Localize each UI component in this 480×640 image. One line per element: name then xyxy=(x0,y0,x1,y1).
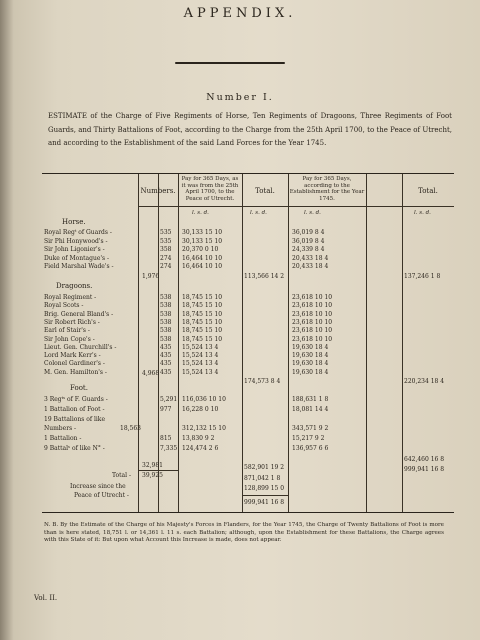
row-pay-1700: 18,745 15 10 xyxy=(182,318,223,326)
estimate-title: ESTIMATE of the Charge of Five Regiments of Horse, Ten Regiments of Dragoons, Three Regiments of Foot Guards, and Thirty Battalions of Foot, according to the Charge from the 25th April 1700, to the Peace of Utrecht, and according to the Establishment of the said Land Forces for the Year 1745. xyxy=(48,112,452,147)
row-pay-1700: 312,132 15 10 xyxy=(182,425,226,433)
row-name: Lieut. Gen. Churchill's - xyxy=(44,343,117,351)
row-number: 535 xyxy=(160,229,172,236)
row-pay-1700: 20,370 0 10 xyxy=(182,246,219,254)
row-number: 274 xyxy=(160,263,172,271)
volume-footer: Vol. II. xyxy=(34,594,58,602)
row-pay-1700: 18,745 15 10 xyxy=(182,310,223,318)
row-pay-1745: 19,630 18 4 xyxy=(292,360,329,368)
footnote: N. B. By the Estimate of the Charge of his Majesty's Forces in Flanders, for the Year 1745, the Charge of Twenty Battalions of Foot is more than is here stated, 18,751 l. or 14,361 l. 11 s. each Battalion; although, upon the Establishment for these Battalions, the Charge agrees with this State of it: But upon what Account this Increase is made, does not appear. xyxy=(44,522,444,543)
row-pay-1700: 15,524 13 4 xyxy=(182,343,219,351)
row-name: Royal Regiment - xyxy=(44,294,97,301)
row-number: 535 xyxy=(160,237,172,245)
row-pay-1745: 36,019 8 4 xyxy=(292,229,325,236)
row-number: 5,291 xyxy=(160,396,178,403)
row-pay-1700: 16,464 10 10 xyxy=(182,263,223,271)
row-number: 815 xyxy=(160,435,172,443)
row-pay-1700: 13,830 9 2 xyxy=(182,435,215,443)
row-number: 538 xyxy=(160,310,172,318)
grand-total-label: Total - xyxy=(112,472,131,479)
row-number: 435 xyxy=(160,343,172,351)
row-pay-1700: 30,133 15 10 xyxy=(182,237,223,245)
row-number: 538 xyxy=(160,327,172,335)
lsd-total2: l. s. d. xyxy=(414,210,431,216)
row-number: 7,335 xyxy=(160,445,178,452)
row-pay-1745: 23,618 10 10 xyxy=(292,310,333,318)
row-number: 538 xyxy=(160,335,172,343)
page-header: APPENDIX. xyxy=(183,6,297,21)
row-name: M. Gen. Hamilton's - xyxy=(44,368,107,376)
row-pay-1700: 18,745 15 10 xyxy=(182,335,223,343)
row-name: Field Marshal Wade's - xyxy=(44,263,114,271)
row-pay-1700: 16,228 0 10 xyxy=(182,405,219,413)
row-number: 538 xyxy=(160,302,172,310)
row-number: 538 xyxy=(160,318,172,326)
grand-total-num: 39,925 xyxy=(142,472,163,479)
row-name: Brig. General Bland's - xyxy=(44,310,114,318)
row-name: 1 Battalion - xyxy=(44,435,82,443)
row-pay-1745: 23,618 10 10 xyxy=(292,327,333,335)
row-pay-1700: 124,474 2 6 xyxy=(182,445,219,452)
row-number: 435 xyxy=(160,360,172,368)
lsd-total1: l. s. d. xyxy=(250,210,267,216)
row-number-sub: 18,563 xyxy=(120,425,141,433)
increase-label-1: Increase since the xyxy=(70,483,126,490)
row-name: Royal Scots - xyxy=(44,302,84,310)
row-name: 9 Battalˢ of like N° - xyxy=(44,445,105,452)
row-pay-1700: 16,464 10 10 xyxy=(182,254,223,262)
col-pay2-header: Pay for 365 Days, according to the Establishment for the Year 1745. xyxy=(289,176,365,202)
row-pay-1700: 30,133 15 10 xyxy=(182,229,223,236)
row-name: 1 Battalion of Foot - xyxy=(44,405,105,413)
row-number: 435 xyxy=(160,352,172,360)
foot-total-1: 582,901 19 2 xyxy=(244,464,285,471)
header-rule xyxy=(175,62,285,64)
row-pay-1700: 18,745 15 10 xyxy=(182,294,223,301)
grand-total-1: 871,042 1 8 xyxy=(244,475,281,482)
row-pay-1745: 23,618 10 10 xyxy=(292,302,333,310)
dragoon-subtotal-num: 4,968 xyxy=(142,370,160,377)
row-pay-1745: 24,339 8 4 xyxy=(292,246,325,254)
horse-total-1: 113,566 14 2 xyxy=(244,273,285,280)
row-pay-1745: 23,618 10 10 xyxy=(292,318,333,326)
row-pay-1745: 20,433 18 4 xyxy=(292,254,329,262)
lsd-pay1: l. s. d. xyxy=(192,210,209,216)
row-name: Sir Phi Honywood's - xyxy=(44,237,108,245)
row-pay-1745: 23,618 10 10 xyxy=(292,294,333,301)
row-pay-1745: 15,217 9 2 xyxy=(292,435,325,443)
row-name: Sir John Cope's - xyxy=(44,335,95,343)
row-name: Numbers - xyxy=(44,425,77,433)
row-number: 435 xyxy=(160,368,172,376)
row-name: Earl of Stair's - xyxy=(44,327,90,335)
row-pay-1745: 19,630 18 4 xyxy=(292,343,329,351)
row-number: 358 xyxy=(160,246,172,254)
row-name: 3 Regᵗˢ of F. Guards - xyxy=(44,396,108,403)
section-dragoons: Dragoons. xyxy=(56,282,93,290)
row-name: Royal Regᵗ of Guards - xyxy=(44,229,112,236)
row-name: Sir John Ligonier's - xyxy=(44,246,105,254)
grand-total-2: 999,941 16 8 xyxy=(404,466,445,473)
row-pay-1745: 188,631 1 8 xyxy=(292,396,329,403)
col-numbers-header: Numbers. xyxy=(140,187,176,195)
row-pay-1700: 18,745 15 10 xyxy=(182,302,223,310)
row-name: 19 Battalions of like xyxy=(44,415,105,423)
row-pay-1745: 343,571 9 2 xyxy=(292,425,329,433)
row-name: Lord Mark Kerr's - xyxy=(44,352,101,360)
section-horse: Horse. xyxy=(62,218,86,226)
estimate-table xyxy=(42,173,454,513)
dragoon-total-1: 174,573 8 4 xyxy=(244,378,281,385)
increase-value: 128,899 15 0 xyxy=(244,485,285,492)
row-name: Colonel Gardiner's - xyxy=(44,360,105,368)
dragoon-total-2: 220,234 18 4 xyxy=(404,378,445,385)
row-pay-1745: 19,630 18 4 xyxy=(292,352,329,360)
number-heading: Number I. xyxy=(206,92,274,103)
row-pay-1745: 23,618 10 10 xyxy=(292,335,333,343)
row-pay-1700: 116,036 10 10 xyxy=(182,396,226,403)
row-pay-1700: 15,524 13 4 xyxy=(182,360,219,368)
row-number: 538 xyxy=(160,294,172,301)
row-pay-1700: 15,524 13 4 xyxy=(182,352,219,360)
row-pay-1745: 20,433 18 4 xyxy=(292,263,329,271)
section-foot: Foot. xyxy=(70,384,88,392)
row-name: Duke of Montague's - xyxy=(44,254,110,262)
lsd-pay2: l. s. d. xyxy=(304,210,321,216)
row-pay-1745: 136,957 6 6 xyxy=(292,445,329,452)
row-pay-1745: 18,081 14 4 xyxy=(292,405,329,413)
row-name: Sir Robert Rich's - xyxy=(44,318,100,326)
row-pay-1700: 18,745 15 10 xyxy=(182,327,223,335)
row-pay-1745: 36,019 8 4 xyxy=(292,237,325,245)
col-pay1-header: Pay for 365 Days, as it was from the 25th April 1700, to the Peace of Utrecht. xyxy=(181,176,239,202)
row-number: 977 xyxy=(160,405,172,413)
row-pay-1700: 15,524 13 4 xyxy=(182,368,219,376)
foot-total-2: 642,460 16 8 xyxy=(404,456,445,463)
foot-subtotal-num: 32,981 xyxy=(142,462,163,469)
horse-total-2: 137,246 1 8 xyxy=(404,273,441,280)
row-number: 274 xyxy=(160,254,172,262)
increase-label-2: Peace of Utrecht - xyxy=(74,492,129,499)
col-total1-header: Total. xyxy=(255,187,275,195)
col-total2-header: Total. xyxy=(418,187,438,195)
row-pay-1745: 19,630 18 4 xyxy=(292,368,329,376)
horse-subtotal-num: 1,976 xyxy=(142,273,160,280)
check-total: 999,941 16 8 xyxy=(244,499,285,506)
